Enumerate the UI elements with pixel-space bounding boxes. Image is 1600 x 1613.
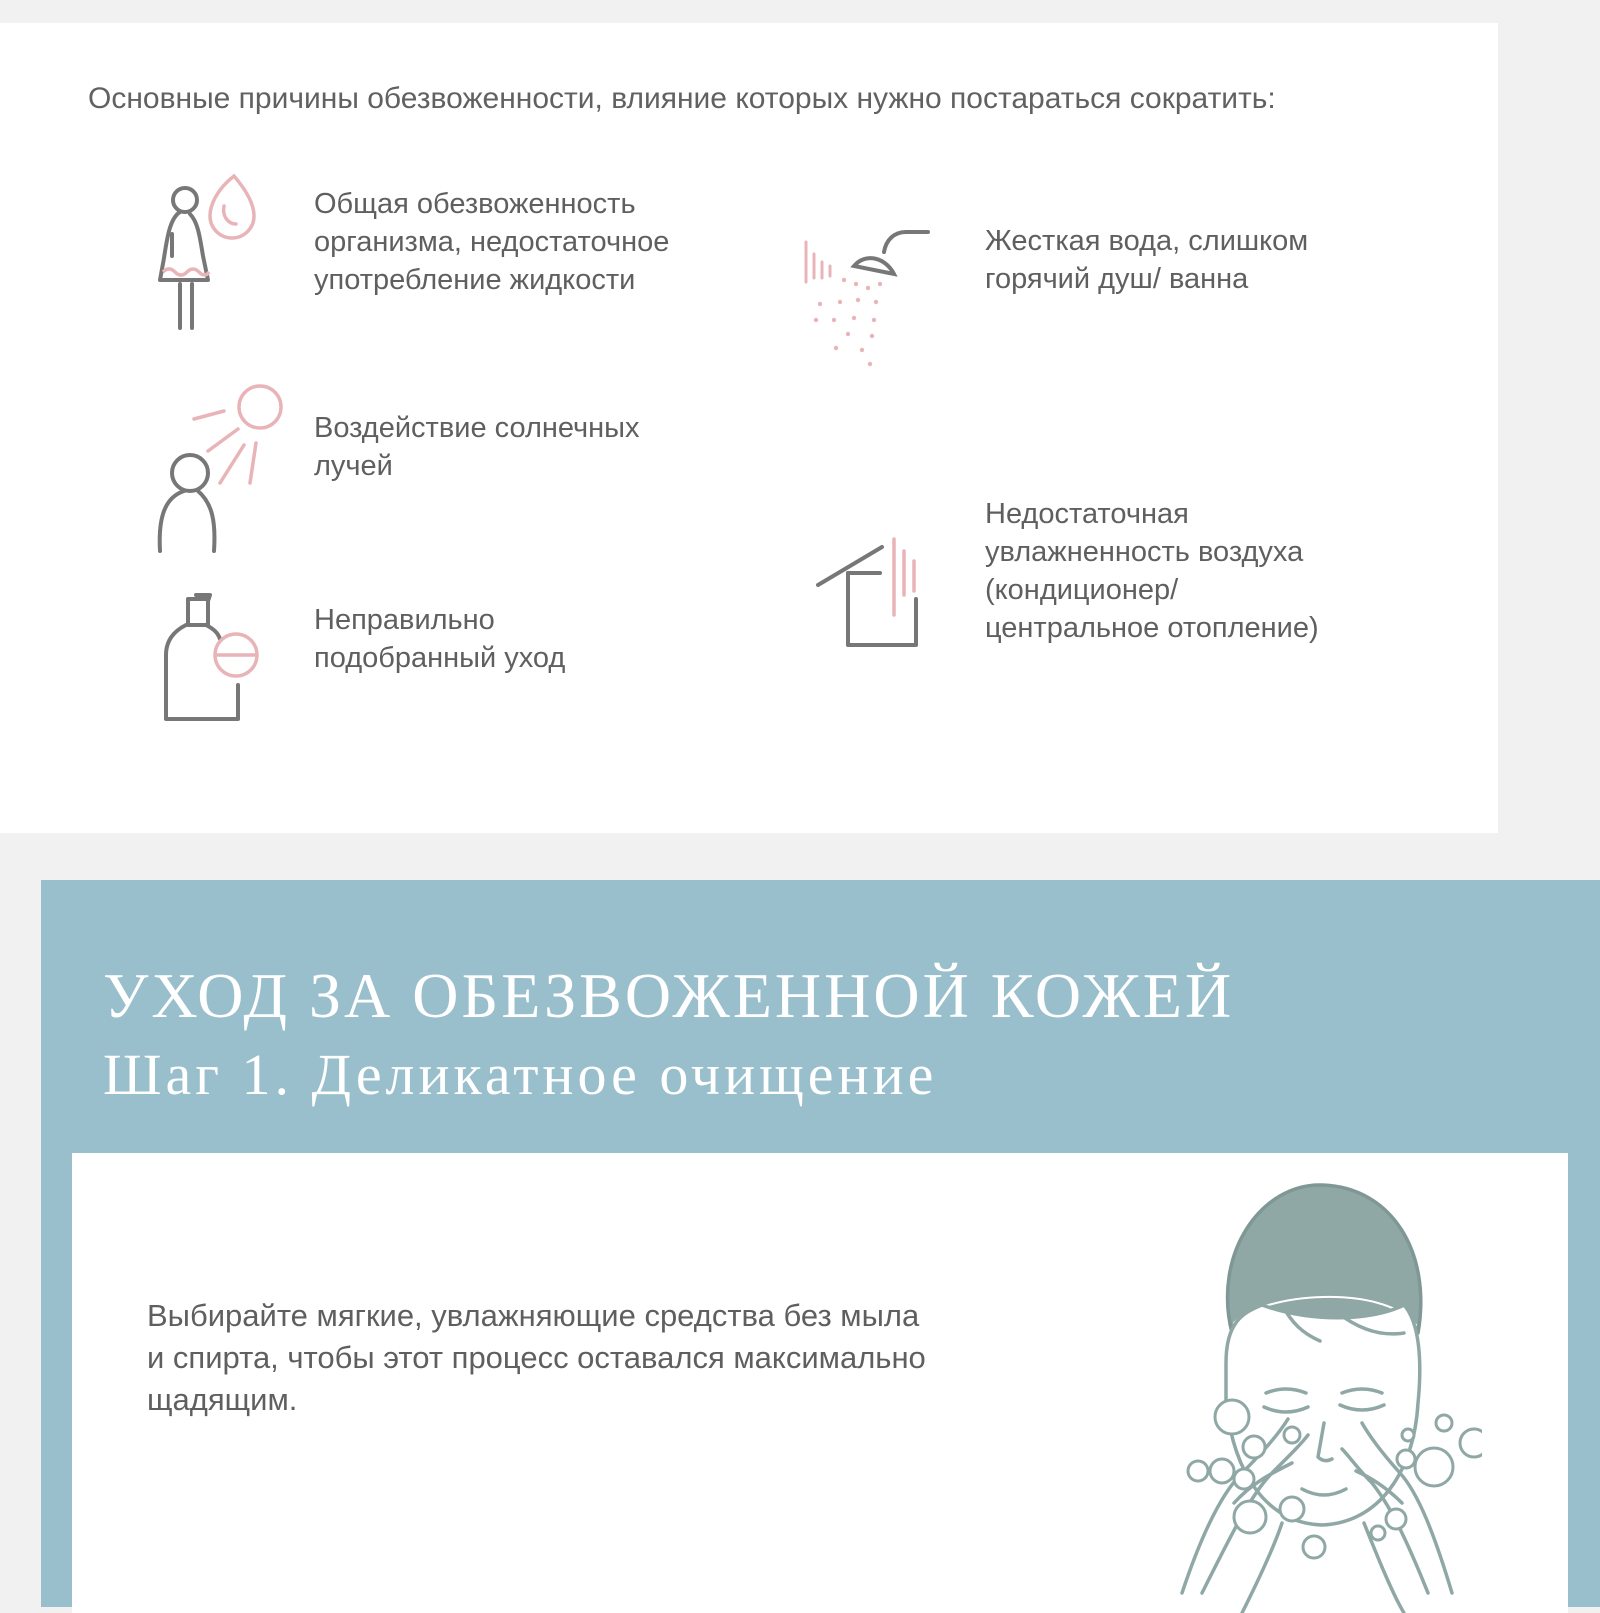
face-washing-illustration: [1142, 1173, 1482, 1613]
shower-head-icon: [800, 228, 940, 378]
step-text: Выбирайте мягкие, увлажняющие средства без мыла и спирта, чтобы этот процесс оставался максимально щадящим.: [147, 1298, 926, 1417]
cause-text-water: Жесткая вода, слишком горячий душ/ ванна: [985, 225, 1309, 295]
cause-text-dehydration: Общая обезвоженность организма, недостаточное употребление жидкости: [314, 188, 670, 296]
cause-text-dry-air: Недостаточная увлажненность воздуха (кондиционер/ центральное отопление): [985, 498, 1319, 644]
dehydrated-person-icon: [150, 168, 270, 348]
cause-text-wrong-care: Неправильно подобранный уход: [314, 604, 566, 674]
care-section: [41, 880, 1600, 1607]
step-card: [72, 1153, 1568, 1613]
sun-exposure-icon: [150, 363, 290, 553]
causes-card: [0, 23, 1498, 833]
section-subtitle: Шаг 1. Деликатное очищение: [103, 1042, 938, 1107]
intro-text: Основные причины обезвоженности, влияние которых нужно постараться сократить:: [88, 82, 1276, 115]
section-title: УХОД ЗА ОБЕЗВОЖЕННОЙ КОЖЕЙ: [103, 960, 1235, 1031]
cause-text-sun: Воздействие солнечных лучей: [314, 412, 640, 482]
wrong-product-bottle-icon: [150, 593, 270, 733]
dry-air-house-icon: [810, 503, 930, 653]
